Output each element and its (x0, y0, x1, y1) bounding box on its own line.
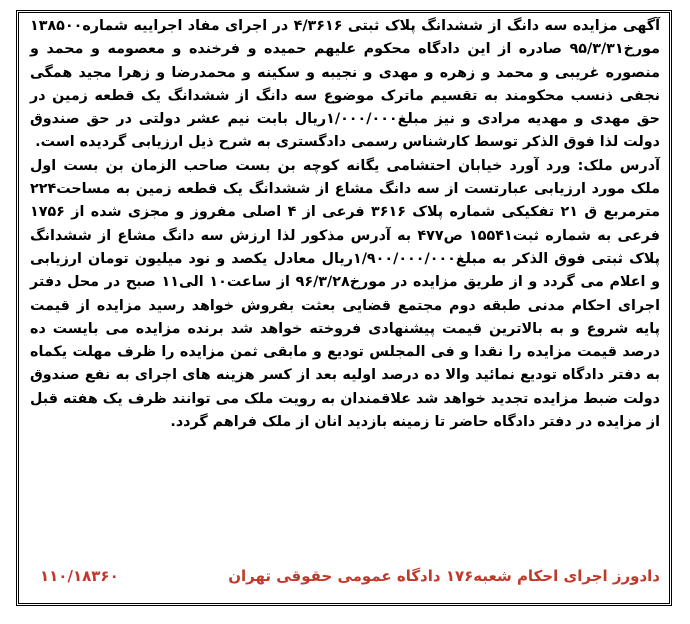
notice-paragraph-details: آدرس ملک: ورد آورد خیابان احتشامی یگانه کوچه بن بست صاحب الزمان بن بست اول ملک مورد ارزیابی عبارتست از سه دانگ مشاع از ششدانگ یک قطعه زمین به مساحت۲۲۴ مترمربع ق ۲۱ تفکیکی شماره پلاک ۳۶۱۶ فرعی از ۴ اصلی مفروز و مجزی شده از ۱۷۵۶ فرعی به شماره ثبت۱۵۵۴۱ ص۴۷۷ به آدرس مذکور لذا ارزش سه دانگ مشاع از ششدانگ پلاک ثبتی فوق الذکر به مبلغ۱/۹۰۰/۰۰۰/۰۰۰ریال معادل یکصد و نود میلیون تومان ارزیابی و اعلام می گردد و از طریق مزایده در مورخ۹۶/۳/۲۸ از ساعت۱۰ الی۱۱ صبح در محل دفتر اجرای احکام مدنی طبقه دوم مجتمع قضایی بعثت بفروش خواهد رسید مزایده از قیمت پایه شروع و به بالاترین قیمت پیشنهادی فروخته خواهد شد برنده مزایده می بایست ده درصد قیمت مزایده را نقدا و فی المجلس تودیع و مابقی ثمن مزایده را ظرف مهلت یکماه به دفتر دادگاه تودیع نمائید والا ده درصد اولیه بعد از کسر هزینه های اجرای به نفع صندوق دولت ضبط مزایده تجدید خواهد شد علاقمندان به رویت ملک می توانند ظرف یک هفته قبل از مزایده در دفتر دادگاه حاضر تا زمینه بازدید انان از ملک فراهم گردد. (30, 157, 660, 431)
notice-footer (40, 567, 660, 585)
signature-text: دادورز اجرای احکام شعبه۱۷۶ دادگاه عمومی حقوقی تهران (228, 567, 660, 585)
notice-paragraph-intro: آگهی مزایده سه دانگ از ششدانگ پلاک ثبتی ۴/۳۶۱۶ در اجرای مفاد اجراییه شماره۱۳۸۵۰۰ مورخ۹۵/۳/۳۱ صادره از این دادگاه محکوم علیهم حمیده و فرخنده و معصومه و محمد و منصوره غریبی و محمد و زهره و مهدی و نجیبه و سکینه و محمدرضا و زهرا مجید همگی نجفی ذنسب محکومند به تقسیم ماترک موضوع سه دانگ از ششدانگ یک قطعه زمین در حق مهدی و مهدیه مرادی و نیز مبلغ۱/۰۰۰/۰۰۰ریال بابت نیم عشر دولتی در حق صندوق دولت لذا فوق الذکر توسط کارشناس رسمی دادگستری به شرح ذیل ارزیابی گردیده است. (30, 18, 660, 151)
auction-notice-body (30, 15, 660, 434)
reference-number: ۱۱۰/۱۸۳۶۰ (40, 567, 119, 585)
